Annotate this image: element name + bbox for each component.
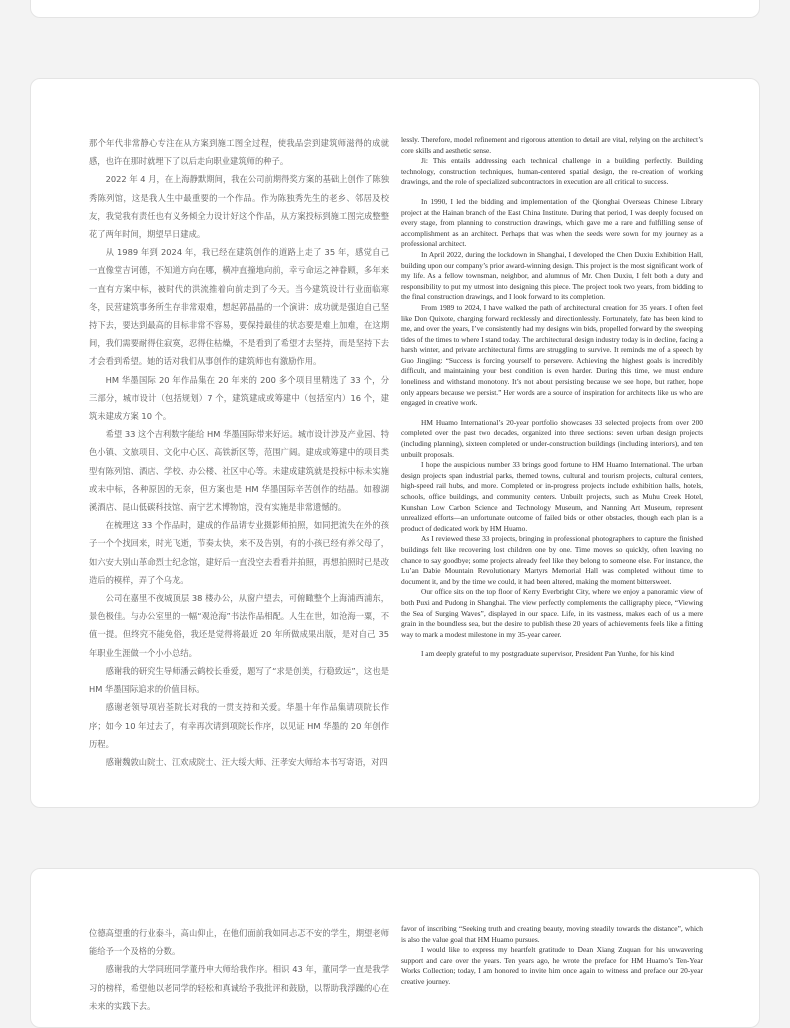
- paragraph: 感谢魏敦山院士、江欢成院士、汪大绥大师、汪孝安大师给本书写寄语，对四: [105, 756, 388, 767]
- paragraph: 感谢我的研究生导师潘云鹤校长垂爱，题写了“求是创美，行稳致远”，这也是 HM 华墨国际追求的价值目标。: [89, 665, 389, 695]
- paragraph: From 1989 to 2024, I have walked the path of architectural creation for 35 years. I often feel like Don Quixote, charging forward recklessly and directionlessly. Fortunately, fate has been kind to me, and over the years, I’ve consistently had my designs win bids, propelled forward by the sweeping tides of the times to where I stand today. The architectural design industry today is in decline, facing a harsh winter, and private architectural firms are struggling to survive. It reminds me of a speech by Guo Jingjing: “Success is forcing yourself to persevere. Achieving the highest goals is incredibly difficult, and maintaining your best condition is even harder. During this time, we must endure loneliness and withstand monotony. It’s not about persisting because we see hope, but rather, hope only appears because we persist.” Her words are a source of inspiration for architects like us who are engaged in creative work.: [401, 302, 703, 408]
- paragraph: 公司在嘉里不夜城顶层 38 楼办公，从窗户望去，可俯瞰整个上海浦西浦东，景色极佳。与办公室里的一幅“观沧海”书法作品相配。人生在世，如沧海一粟，不值一提。但终究不能免俗，我还是觉得将最近 20 年所做成果出版，是对自己 35 年职业生涯做一个小小总结。: [89, 593, 389, 658]
- paragraph: HM 华墨国际 20 年作品集在 20 年来的 200 多个项目里精选了 33 个，分三部分，城市设计（包括规划）7 个，建筑建成或筹建中（包括室内）16 个，建筑未建成方案 10 个。: [89, 374, 389, 422]
- paragraph: In April 2022, during the lockdown in Shanghai, I developed the Chen Duxiu Exhibition Hall, building upon our company’s prior award-winning design. This project is the most significant work of my life. As a fellow townsman, neighbor, and alumnus of Mr. Chen Duxiu, I felt both a duty and responsibility to put my utmost into designing this piece. The project took two years, from bidding to the final construction drawings, and I look forward to its completion.: [401, 249, 703, 302]
- paragraph: 感谢老领导项岩荃院长对我的一贯支持和关爱。华墨十年作品集请项院长作序；如今 10 年过去了，有幸再次请到项院长作序，以见证 HM 华墨的 20 年创作历程。: [89, 702, 389, 749]
- paragraph: In 1990, I led the bidding and implementation of the Qionghai Overseas Chinese Library project at the Hainan branch of the East China Institute. During that period, I was deeply focused on every stage, from planning to construction drawings, which gave me a rare and fulfilling sense of accomplishment as an architect. Perhaps that was when the seeds were sown for my journey as a professional architect.: [401, 196, 703, 249]
- paragraph: HM Huamo International’s 20-year portfolio showcases 33 selected projects from over 200 completed over the past two decades, organized into three sections: seven urban design projects (including planning), sixteen completed or under-construction buildings (including interiors), and ten unbuilt proposals.: [401, 417, 703, 459]
- paragraph: I would like to express my heartfelt gratitude to Dean Xiang Zuquan for his unwavering support and care over the years. Ten years ago, he wrote the preface for HM Huamo’s Ten-Year Works Collection; today, I am honored to invite him once again to witness and preface our 20-year creative journey.: [401, 945, 703, 986]
- paragraph: 感谢我的大学同班同学董丹申大师给我作序。相识 43 年，董同学一直是我学习的榜样，希望他以老同学的轻松和真诚给予我批评和鼓励，以帮助我浮躁的心在未来的实践下去。: [89, 964, 389, 1011]
- paragraph: Ji: This entails addressing each technical challenge in a building perfectly. Building technology, construction techniques, human-centered spatial design, the re-creation of working drawings, and the role of specialized subcontractors in execution are all critical to success.: [401, 156, 703, 187]
- paragraph: 位德高望重的行业泰斗，高山仰止，在他们面前我如同忐忑不安的学生，期望老师能给予一个及格的分数。: [89, 928, 389, 957]
- paragraph: 那个年代非常静心专注在从方案到施工图全过程，使我品尝到建筑师滋得的成就感，也许在那时就埋下了以后走向职业建筑师的种子。: [89, 138, 389, 167]
- chinese-text-column: [89, 924, 389, 1014]
- paragraph: I hope the auspicious number 33 brings good fortune to HM Huamo International. The urban design projects span industrial parks, themed towns, cultural and tourism projects, cultural centers, high-speed rail hubs, and more. Completed or in-progress projects include exhibition halls, hotels, schools, office buildings, and community centers. Unbuilt projects, such as Muhu Creek Hotel, Kunshan Low Carbon Science and Technology Museum, and Nanning Art Museum, represent unrealized efforts—an unfortunate outcome of failed bids or other obstacles, though each plan is a product of dedicated work by HM Huamo.: [401, 460, 703, 533]
- paragraph: lessly. Therefore, model refinement and rigorous attention to detail are vital, relying on the architect’s core skills and aesthetic sense.: [401, 135, 703, 155]
- paragraph: 从 1989 年到 2024 年，我已经在建筑创作的道路上走了 35 年，感觉自己一直像堂吉诃德，不知道方向在哪，横冲直撞地向前，幸亏命运之神眷顾，多年来一直有方案中标，被时代的洪流推着向前走到了今天。当今建筑设计行业面临寒冬，民营建筑事务所生存非常艰难，想起郭晶晶的一个演讲：成功就是强迫自己坚持下去，要达到最高的目标非常不容易，要保持最佳的状态要是难上加难，在这期间，我们需要耐得住寂寞，忍得住枯燥，不是看到了希望才去坚持，而是坚持下去才会看到希望。她的话对我们从事创作的建筑师也有激励作用。: [89, 247, 389, 367]
- next-document-page: [30, 868, 760, 1028]
- paragraph: I am deeply grateful to my postgraduate supervisor, President Pan Yunhe, for his kind: [421, 649, 674, 659]
- previous-page-card: [30, 0, 760, 18]
- document-page: [30, 78, 760, 808]
- chinese-text-column: [89, 134, 390, 767]
- paragraph: 2022 年 4 月，在上海静默期间，我在公司前期得奖方案的基础上创作了陈独秀陈列馆，这是我人生中最重要的一个作品。作为陈独秀先生的老乡、邻居及校友，我觉我有责任也有义务倾全力设计好这个作品，从方案投标到施工图完成整整花了两年时间，期望早日建成。: [89, 174, 389, 240]
- paragraph: Our office sits on the top floor of Kerry Everbright City, where we enjoy a panoramic view of both Puxi and Pudong in Shanghai. The view perfectly complements the calligraphy piece, “Viewing the Sea of Surging Waves”, displayed in our space. Life, in its vastness, makes each of us a mere grain in the boundless sea, but the desire to publish these 20 years of achievements feels like a fitting way to mark a modest milestone in my 35-year career.: [401, 587, 703, 639]
- paragraph: 在梳理这 33 个作品时，建成的作品请专业摄影师拍照，如同把流失在外的孩子一个个找回来，时光飞逝，节奏太快，来不及告别，有的小孩已经有养父母了，如六安大别山革命烈士纪念馆，建好后一直没空去看看并拍照，再想拍照时已是改造后的模样，弄了个乌龙。: [89, 520, 389, 585]
- english-text-column: [401, 924, 703, 1014]
- english-text-column: [401, 135, 703, 755]
- paragraph: favor of inscribing “Seeking truth and creating beauty, moving steadily towards the distance”, which is also the value goal that HM Huamo pursues.: [401, 924, 703, 944]
- paragraph: 希望 33 这个吉利数字能给 HM 华墨国际带来好运。城市设计涉及产业园、特色小镇、文旅项目、文化中心区、高铁新区等，范围广阔。建成或筹建中的项目类型有陈列馆、酒店、学校、办公楼、社区中心等。未建成建筑就是投标中标未实施或未中标，各种原因的无奈，但方案也是 HM 华墨国际辛苦创作的结晶。如穆湖溪酒店、昆山低碳科技馆、南宁艺术博物馆，没有实施是非常遗憾的。: [89, 429, 390, 513]
- paragraph: As I reviewed these 33 projects, bringing in professional photographers to capture the finished buildings felt like recovering lost children one by one. Time moves so quickly, often leaving no chance to say goodbye; some projects already feel like they belong to someone else. For instance, the Lu’an Dabie Mountain Revolutionary Martyrs Memorial Hall was completed without time to document it, and by the time we could, it had been altered, making the moment bittersweet.: [401, 534, 703, 586]
